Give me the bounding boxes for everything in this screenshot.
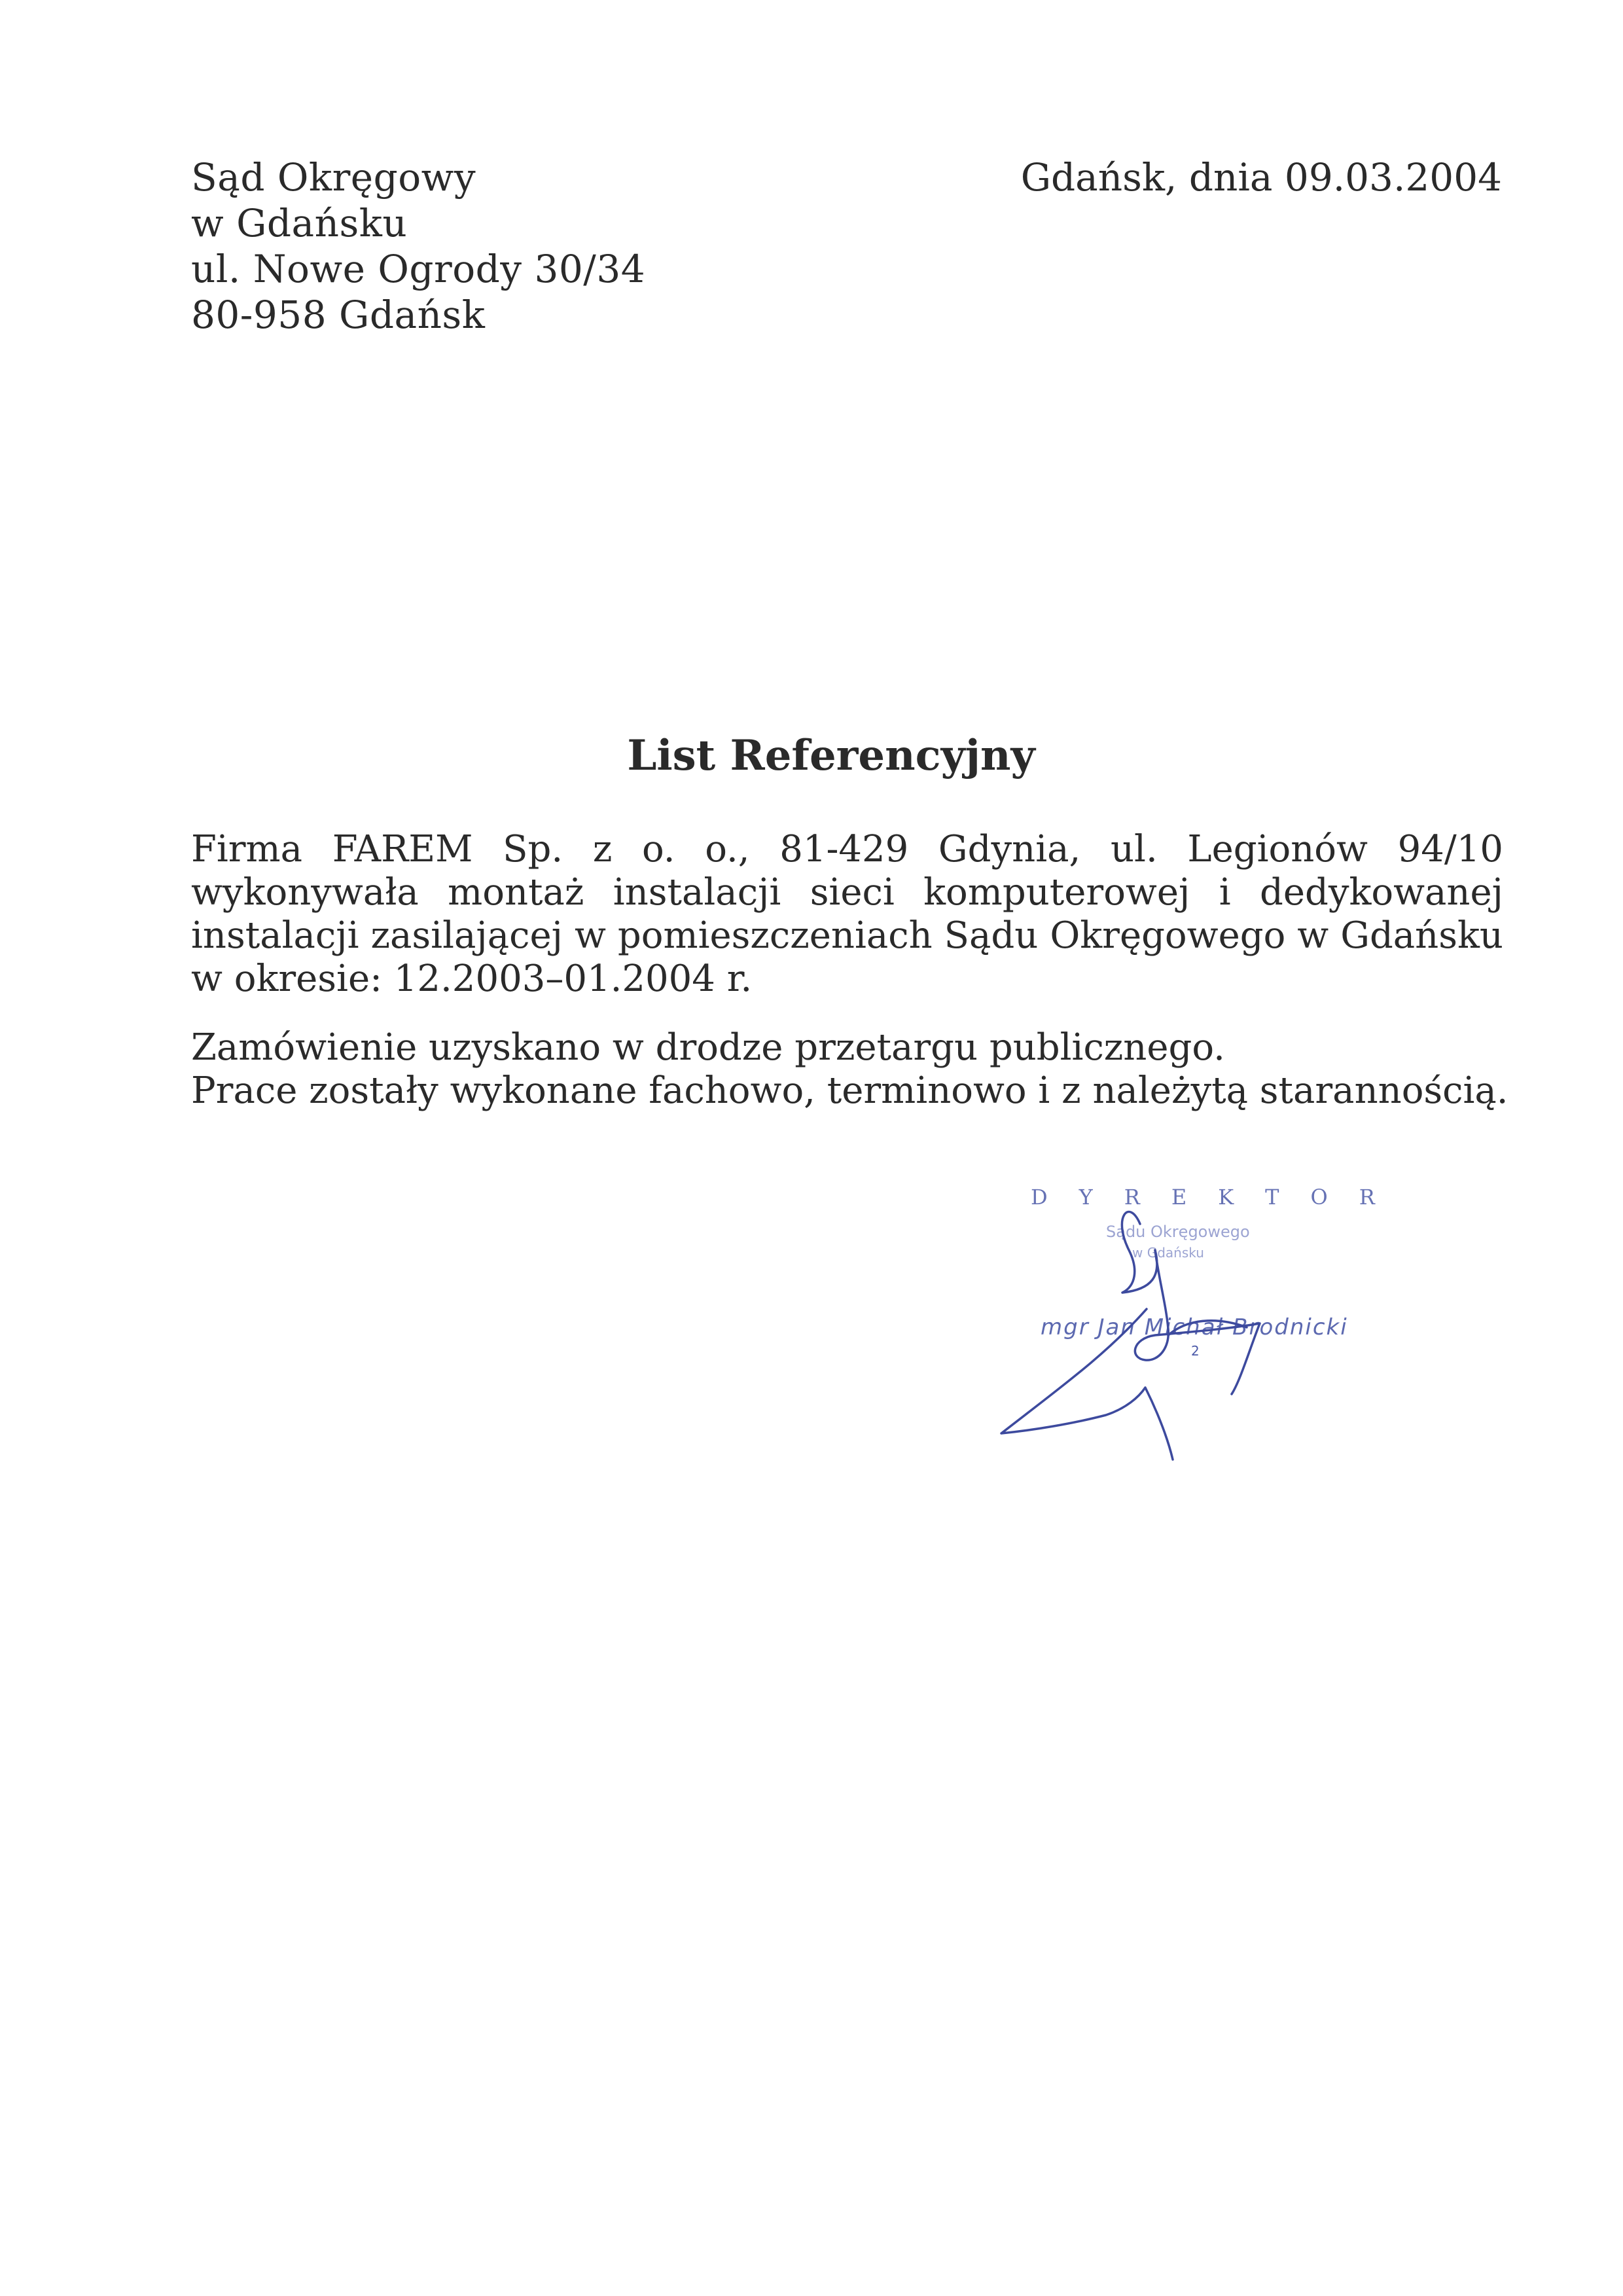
sender-name: Sąd Okręgowy — [191, 155, 476, 200]
body-paragraph-2 — [191, 1026, 1508, 1113]
document-title: List Referencyjny — [627, 731, 1035, 780]
sender-street: ul. Nowe Ogrody 30/34 — [191, 247, 646, 291]
letter-date: Gdańsk, dnia 09.03.2004 — [1020, 155, 1502, 200]
body-paragraph-2-line-2: Prace zostały wykonane fachowo, terminowo i z należytą starannością. — [191, 1069, 1508, 1112]
stamp-title: DYREKTOR — [1031, 1185, 1406, 1210]
signature-stamp-block — [995, 1172, 1440, 1473]
stamp-institution: Sądu Okręgowego — [1106, 1223, 1250, 1241]
sender-city: w Gdańsku — [191, 201, 408, 245]
sender-address — [191, 154, 645, 338]
stamp-city: w Gdańsku — [1132, 1245, 1204, 1261]
stamp-signatory-name: mgr Jan Michał Brodnicki — [1041, 1314, 1348, 1340]
sender-postal: 80-958 Gdańsk — [191, 293, 486, 337]
stamp-number: 2 — [1191, 1343, 1200, 1359]
handwritten-signature — [995, 1172, 1440, 1473]
body-paragraph-1: Firma FAREM Sp. z o. o., 81-429 Gdynia, ul. Legionów 94/10 wykonywała montaż instalacji sieci komputerowej i dedykowanej instalacji zasilającej w pomieszczeniach Sądu Okręgowego w Gdańsku w okresie: 12.2003–01.2004 r. — [191, 828, 1503, 1000]
body-paragraph-2-line-1: Zamówienie uzyskano w drodze przetargu publicznego. — [191, 1026, 1225, 1069]
